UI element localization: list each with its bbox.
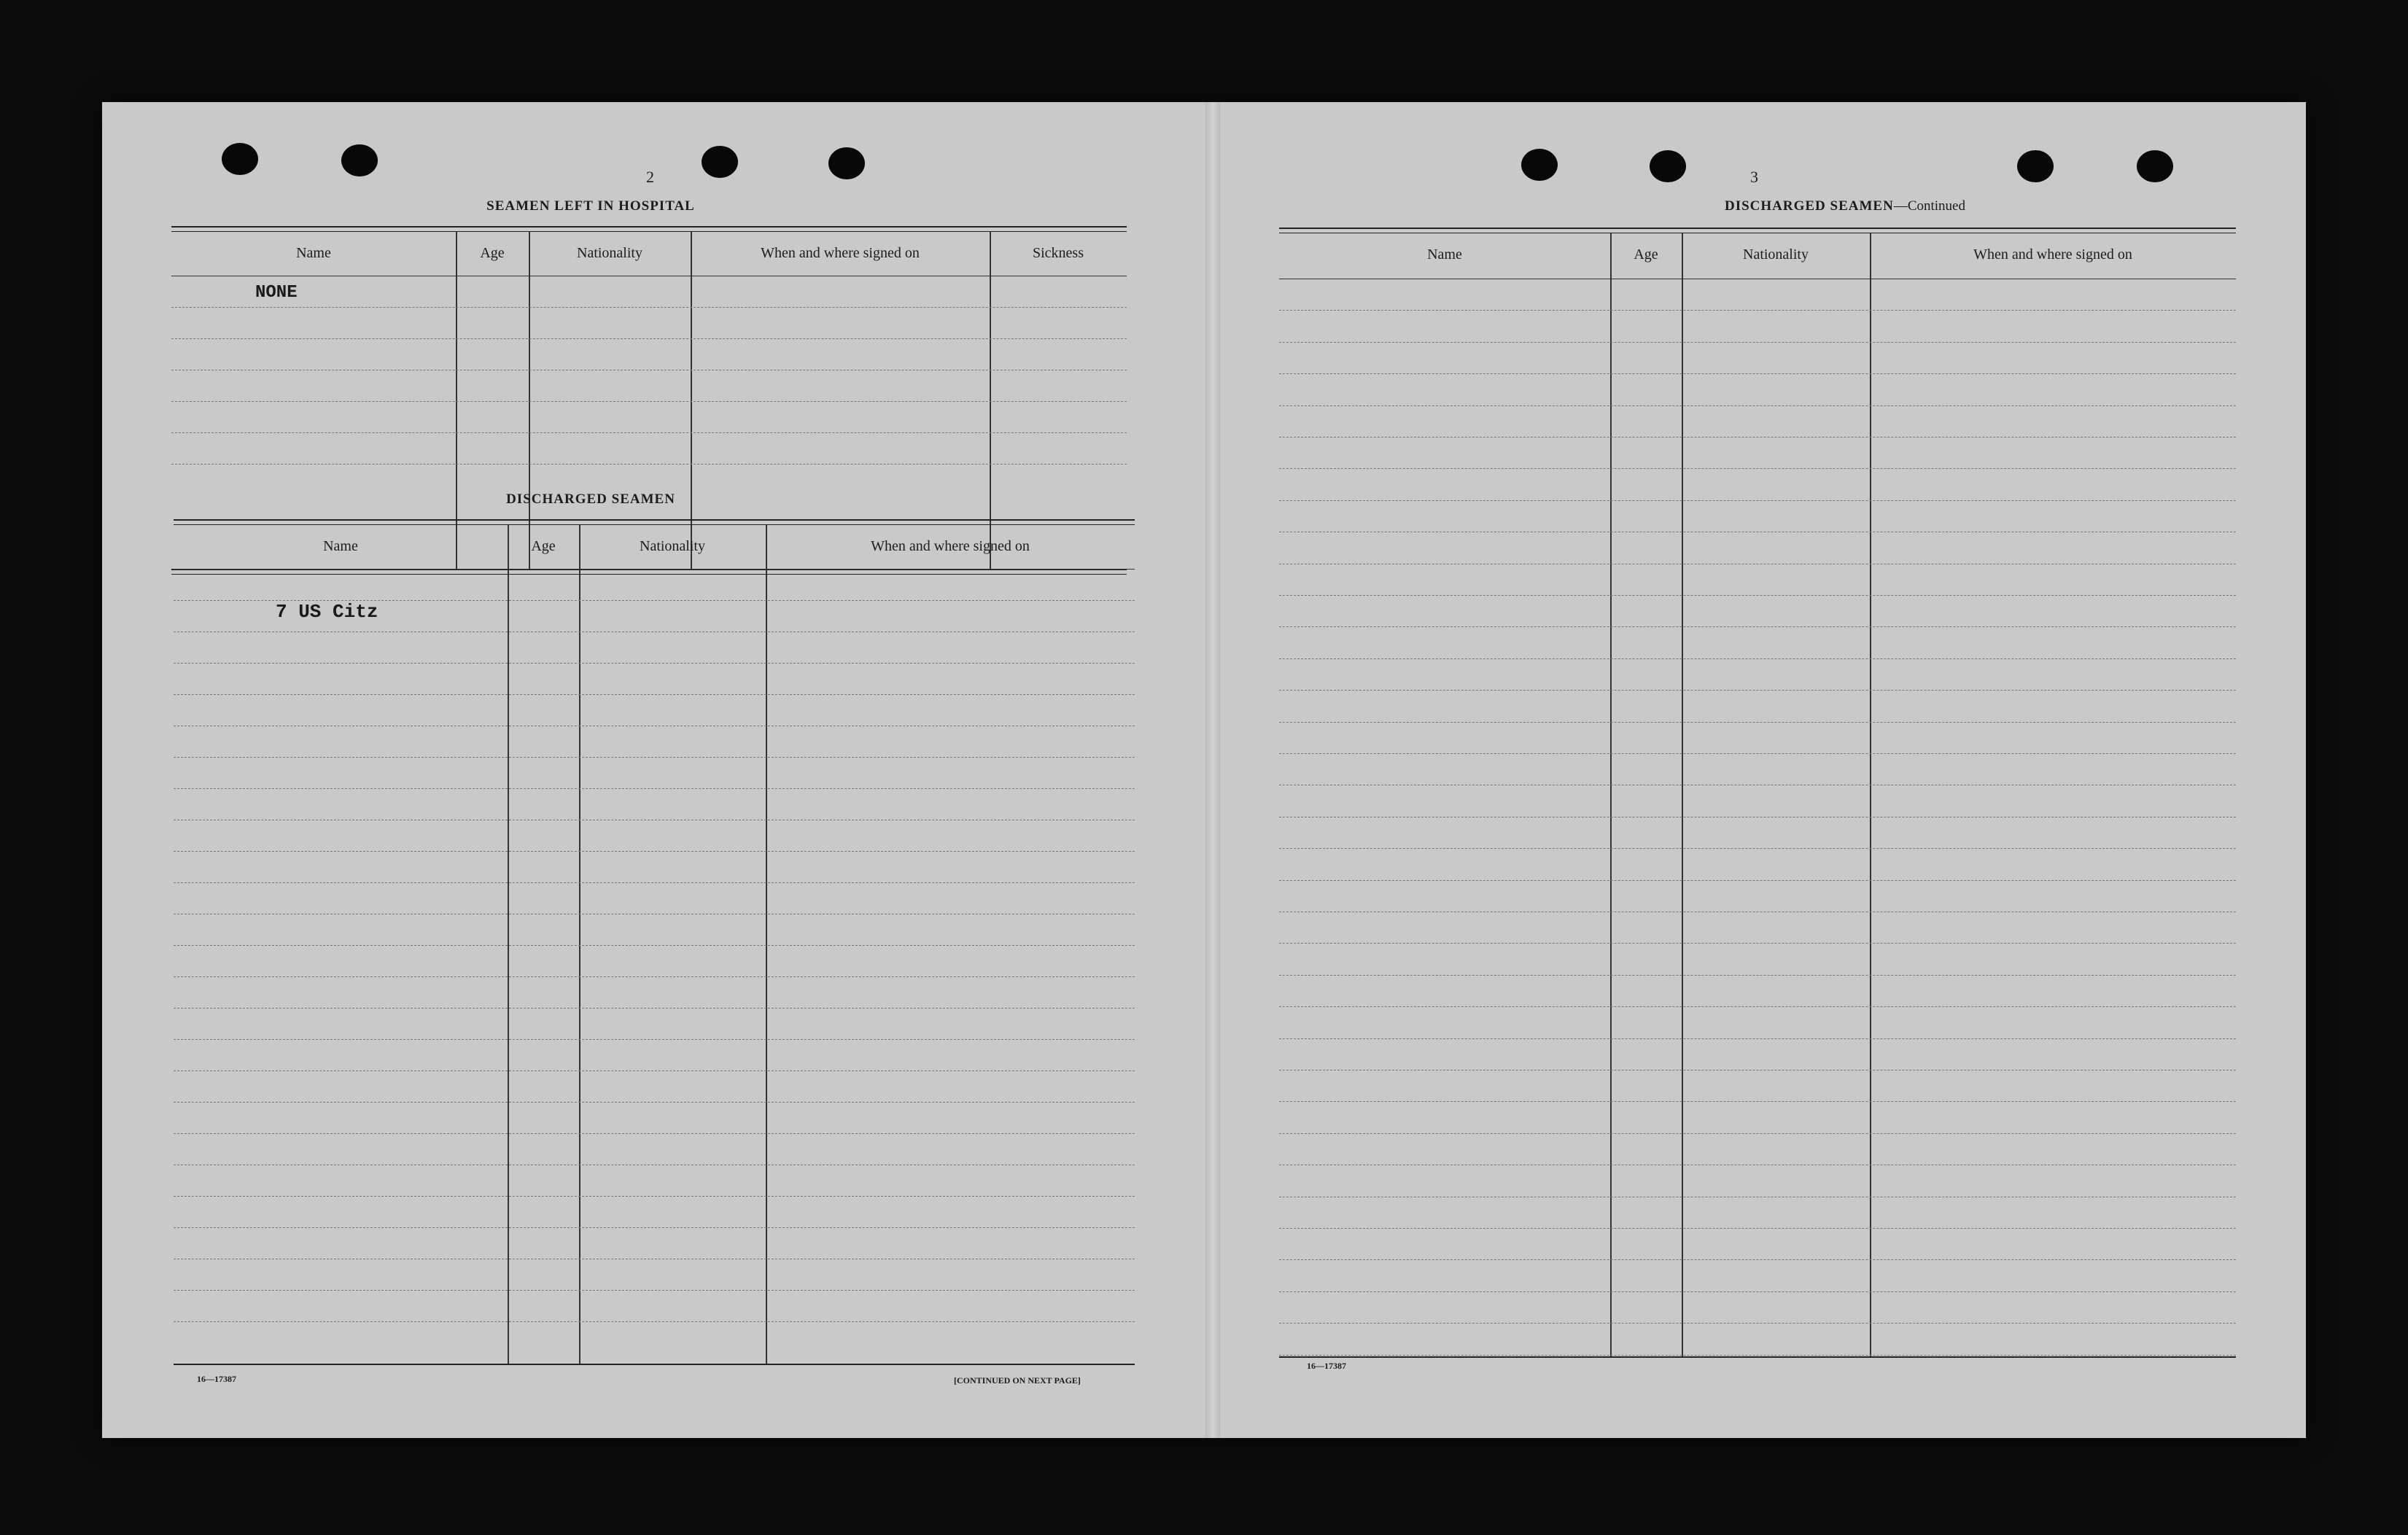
right-page-number: 3 <box>1750 168 1758 186</box>
ruled-row-line <box>1279 722 2236 723</box>
ruled-row-line <box>1279 342 2236 343</box>
right-form-number: 16—17387 <box>1307 1361 1346 1371</box>
discharged-col-name: Name <box>323 538 358 554</box>
ruled-row-line <box>1279 1101 2236 1102</box>
discharged-continued-title: DISCHARGED SEAMEN—Continued <box>1724 198 1965 214</box>
continued-col-signed-on: When and where signed on <box>1973 246 2132 263</box>
punch-hole <box>222 143 258 175</box>
continued-col-nationality: Nationality <box>1743 246 1809 263</box>
hospital-col-age: Age <box>480 245 505 261</box>
ruled-row-line <box>174 1008 1135 1009</box>
punch-hole <box>828 147 865 179</box>
ruled-row-line <box>171 338 1127 339</box>
punch-hole <box>2017 150 2054 182</box>
discharged-section-title: DISCHARGED SEAMEN <box>506 491 675 507</box>
ruled-row-line <box>1279 1006 2236 1007</box>
continued-note: [CONTINUED ON NEXT PAGE] <box>954 1375 1081 1386</box>
punch-hole <box>2137 150 2173 182</box>
ruled-row-line <box>174 1070 1135 1071</box>
ruled-row-line <box>1279 943 2236 944</box>
ruled-row-line <box>1279 626 2236 627</box>
ruled-row-line <box>174 663 1135 664</box>
ruled-row-line <box>171 432 1127 433</box>
ruled-row-line <box>174 1227 1135 1228</box>
hospital-entry: NONE <box>255 283 298 303</box>
ruled-row-line <box>1279 1259 2236 1260</box>
discharged-entry: 7 US Citz <box>276 601 378 623</box>
continued-col-name: Name <box>1427 246 1462 263</box>
ruled-row-line <box>171 464 1127 465</box>
ruled-row-line <box>1279 1355 2236 1356</box>
ruled-row-line <box>1279 1291 2236 1292</box>
ruled-row-line <box>1279 1228 2236 1229</box>
ruled-row-line <box>1279 405 2236 406</box>
punch-hole <box>1521 149 1558 181</box>
hospital-section-title: SEAMEN LEFT IN HOSPITAL <box>486 198 695 214</box>
document-spread <box>102 102 2306 1438</box>
ruled-row-line <box>1279 880 2236 881</box>
punch-hole <box>341 144 378 176</box>
ruled-row-line <box>1279 690 2236 691</box>
page-gutter <box>1205 102 1220 1438</box>
discharged-col-signed-on: When and where signed on <box>871 538 1030 554</box>
ruled-row-line <box>171 401 1127 402</box>
hospital-col-signed-on: When and where signed on <box>761 245 920 261</box>
discharged-col-age: Age <box>531 538 556 554</box>
ruled-row-line <box>174 1290 1135 1291</box>
ruled-row-line <box>174 1102 1135 1103</box>
ruled-row-line <box>174 976 1135 977</box>
discharged-continued-table <box>1279 228 2236 1358</box>
ruled-row-line <box>174 1133 1135 1134</box>
ruled-row-line <box>1279 975 2236 976</box>
left-form-number: 16—17387 <box>197 1374 236 1384</box>
left-page-number: 2 <box>646 168 654 186</box>
ruled-row-line <box>174 1321 1135 1322</box>
ruled-row-line <box>171 307 1127 308</box>
ruled-row-line <box>1279 310 2236 311</box>
ruled-row-line <box>1279 437 2236 438</box>
continued-col-age: Age <box>1634 246 1658 263</box>
ruled-row-line <box>174 694 1135 695</box>
ruled-row-line <box>174 851 1135 852</box>
punch-hole <box>702 146 738 178</box>
ruled-row-line <box>1279 500 2236 501</box>
ruled-row-line <box>1279 373 2236 374</box>
hospital-col-sickness: Sickness <box>1033 245 1084 261</box>
hospital-col-name: Name <box>296 245 331 261</box>
ruled-row-line <box>174 945 1135 946</box>
ruled-row-line <box>1279 658 2236 659</box>
ruled-row-line <box>174 882 1135 883</box>
discharged-table <box>174 519 1135 1365</box>
ruled-row-line <box>1279 1038 2236 1039</box>
ruled-row-line <box>1279 1323 2236 1324</box>
ruled-row-line <box>1279 468 2236 469</box>
ruled-row-line <box>1279 595 2236 596</box>
punch-hole <box>1650 150 1686 182</box>
discharged-col-nationality: Nationality <box>640 538 705 554</box>
ruled-row-line <box>174 757 1135 758</box>
hospital-col-nationality: Nationality <box>577 245 642 261</box>
ruled-row-line <box>174 788 1135 789</box>
ruled-row-line <box>174 1196 1135 1197</box>
ruled-row-line <box>1279 1133 2236 1134</box>
ruled-row-line <box>174 1039 1135 1040</box>
ruled-row-line <box>1279 848 2236 849</box>
ruled-row-line <box>1279 753 2236 754</box>
